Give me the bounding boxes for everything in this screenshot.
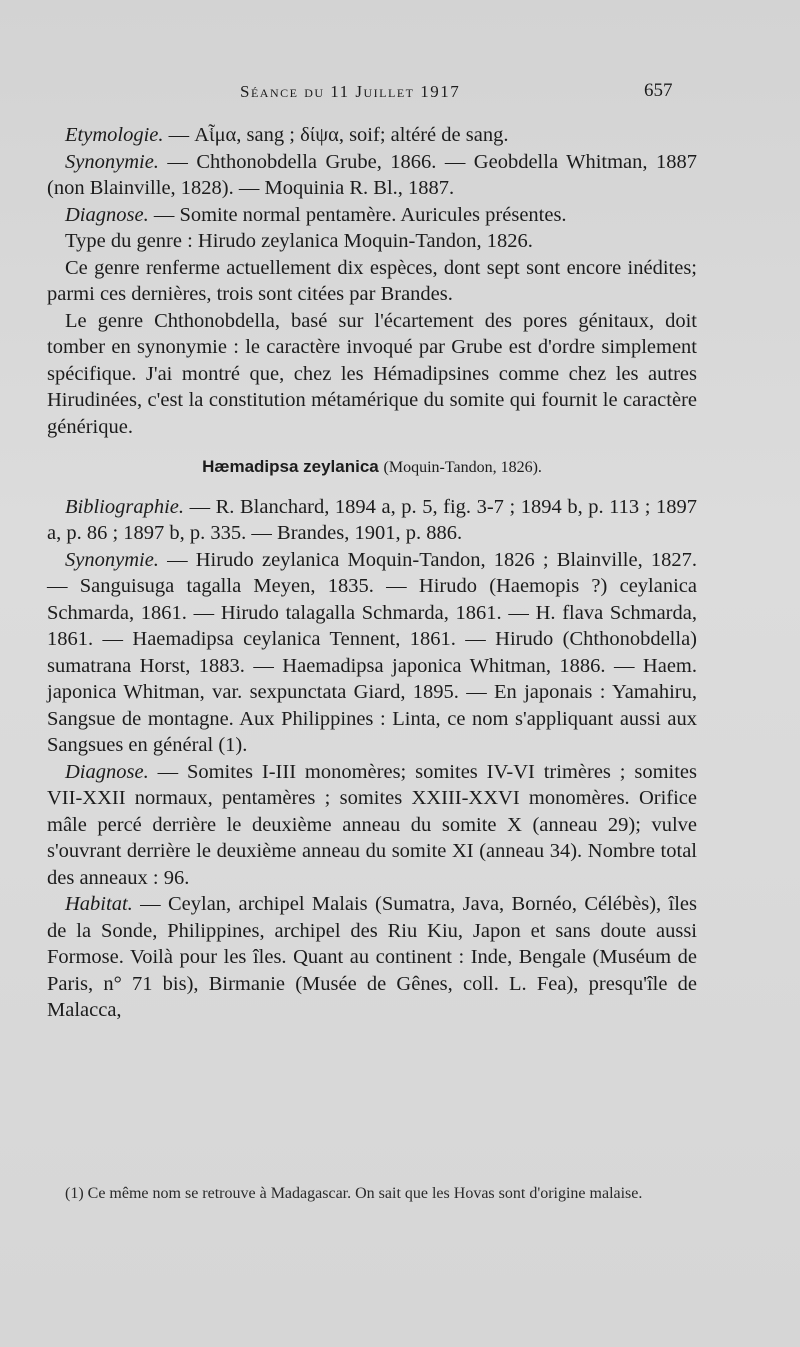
paragraph: Le genre Chthonobdella, basé sur l'écartement des pores génitaux, doit tomber en synonymie : le caractère invoqué par Grube est d'ordre simplement spécifique. J'ai montré que, chez les Hémadipsines comme chez les autres Hirudinées, c'est la constitution métamérique du somite qui fournit le caractère générique. — [47, 309, 697, 438]
paragraph: Diagnose. — Somites I-III monomères; somites IV-VI trimères ; somites VII-XXII normaux, pentamères ; somites XXIII-XXVI monomères. Orifice mâle percé derrière le deuxième anneau du somite X (anneau 29); vulve s'ouvrant derrière le deuxième anneau du somite XI (anneau 34). Nombre total des anneaux : 96. — [47, 760, 697, 889]
paragraph: Ce genre renferme actuellement dix espèces, dont sept sont encore inédites; parmi ces dernières, trois sont citées par Brandes. — [47, 256, 697, 305]
body-text — [47, 122, 697, 1024]
paragraph: Etymologie. — Αἷμα, sang ; δίψα, soif; altéré de sang. — [65, 124, 509, 146]
paragraph: Type du genre : Hirudo zeylanica Moquin-Tandon, 1826. — [65, 230, 533, 252]
paragraph: Synonymie. — Chthonobdella Grube, 1866. — Geobdella Whitman, 1887 (non Blainville, 1828). — Moquinia R. Bl., 1887. — [47, 150, 697, 199]
paragraph: Bibliographie. — R. Blanchard, 1894 a, p. 5, fig. 3-7 ; 1894 b, p. 113 ; 1897 a, p. 86 ; 1897 b, p. 335. — Brandes, 1901, p. 886. — [47, 495, 697, 544]
paragraph: Synonymie. — Hirudo zeylanica Moquin-Tandon, 1826 ; Blainville, 1827. — Sanguisuga tagalla Meyen, 1835. — Hirudo (Haemopis ?) ceylanica Schmarda, 1861. — Hirudo talagalla Schmarda, 1861. — H. flava Schmarda, 1861. — Haemadipsa ceylanica Tennent, 1861. — Hirudo (Chthonobdella) sumatrana Horst, 1883. — Haemadipsa japonica Whitman, 1886. — Haem. japonica Whitman, var. sexpunctata Giard, 1895. — En japonais : Yamahiru, Sangsue de montagne. Aux Philippines : Linta, ce nom s'appliquant aussi aux Sangsues en général (1). — [47, 548, 697, 756]
species-name: Hæmadipsa zeylanica — [202, 457, 379, 476]
page-number: 657 — [644, 80, 673, 101]
paragraph: Habitat. — Ceylan, archipel Malais (Sumatra, Java, Bornéo, Célébès), îles de la Sonde, Philippines, archipel des Riu Kiu, Japon et sans doute aussi Formose. Voilà pour les îles. Quant au continent : Inde, Bengale (Muséum de Paris, n° 71 bis), Birmanie (Musée de Gênes, coll. L. Fea), presqu'île de Malacca, — [47, 893, 697, 1021]
paragraph: Diagnose. — Somite normal pentamère. Auricules présentes. — [65, 203, 567, 226]
page-header — [0, 80, 800, 110]
footnote: (1) Ce même nom se retrouve à Madagascar. On sait que les Hovas sont d'origine malaise. — [65, 1185, 643, 1202]
species-authority: (Moquin-Tandon, 1826). — [383, 459, 542, 476]
section-heading — [47, 454, 697, 482]
running-title: Séance du 11 Juillet 1917 — [240, 82, 461, 101]
